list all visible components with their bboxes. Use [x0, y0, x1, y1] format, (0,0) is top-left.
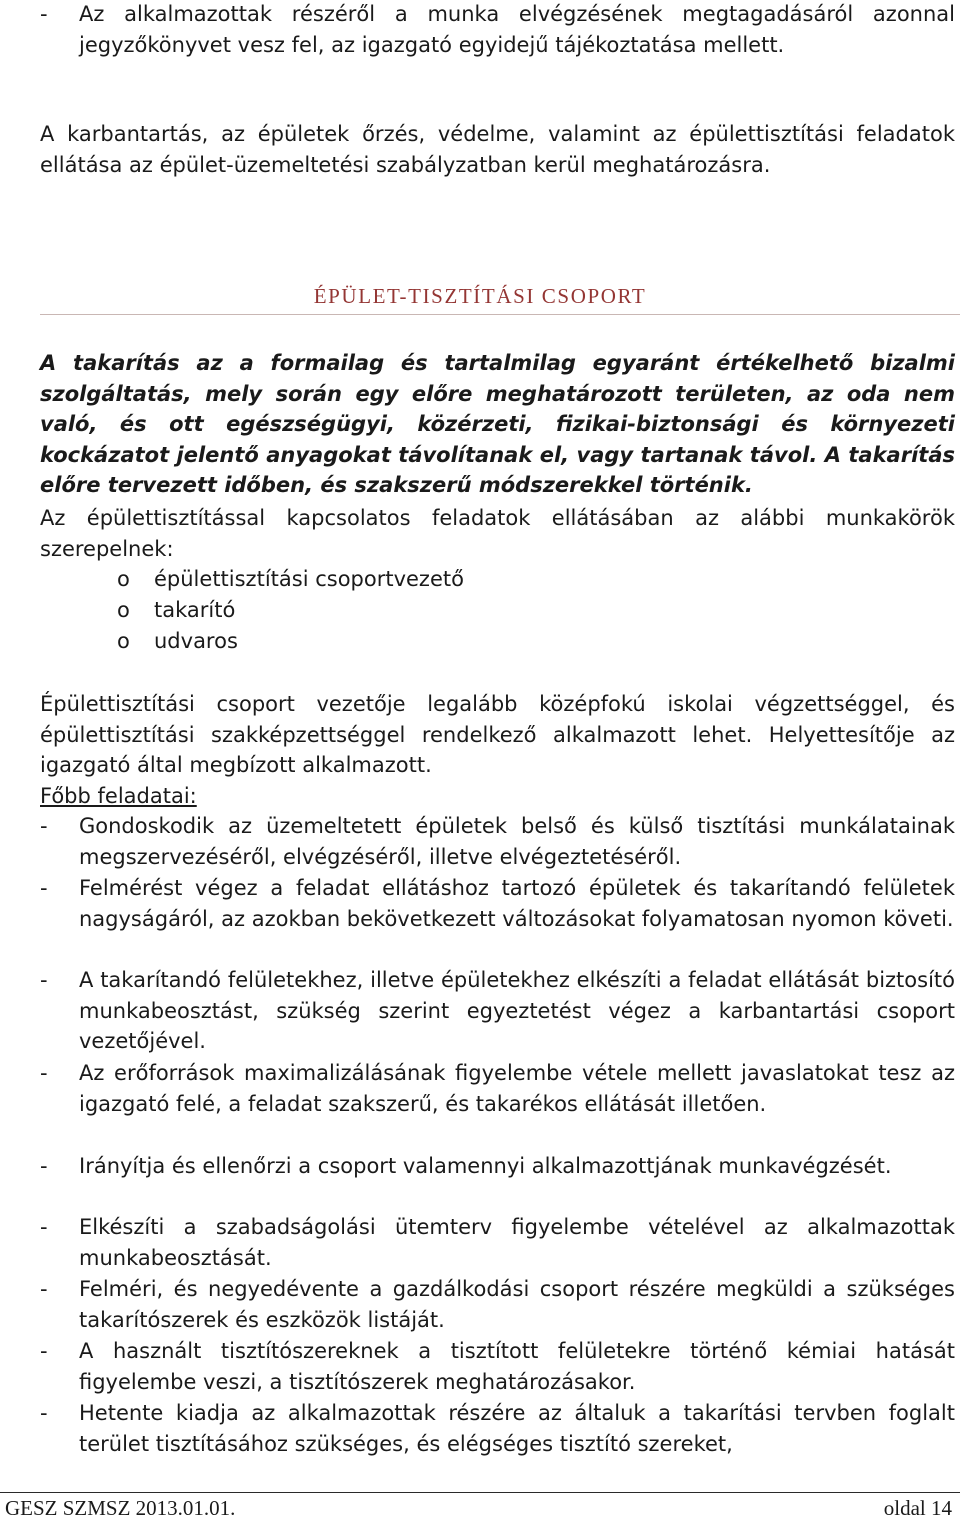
list-dash: -	[40, 1339, 48, 1363]
section-heading: ÉPÜLET-TISZTÍTÁSI CSOPORT	[313, 284, 647, 308]
task-item	[40, 1274, 955, 1335]
definition-paragraph: A takarítás az a formailag és tartalmilag egyaránt értékelhető bizalmi szolgáltatás, mely során egy előre meghatározott területen, az oda nem való, és ott egészségügyi, közérzeti, fizikai-biztonsági és környezeti kockázatot jelentő anyagokat távolítanak el, vagy tartanak távol. A takarítás előre tervezett időben, és szakszerű módszerekkel történik.	[40, 351, 955, 498]
list-dash: -	[40, 2, 48, 26]
task-item	[40, 1336, 955, 1397]
maintenance-paragraph: A karbantartás, az épületek őrzés, védelme, valamint az épülettisztítási feladatok ellátása az épület-üzemeltetési szabályzatban kerül meghatározásra.	[40, 122, 955, 177]
tasks-heading	[40, 781, 955, 812]
list-dash: -	[40, 1061, 48, 1085]
task-text: Elkészíti a szabadságolási ütemterv figyelembe vételével az alkalmazottak munkabeosztását.	[79, 1215, 955, 1270]
task-text: Az erőforrások maximalizálásának figyelembe vétele mellett javaslatokat tesz az igazgató felé, a feladat szakszerű, és takarékos ellátását illetően.	[79, 1061, 955, 1116]
list-dash: -	[40, 1154, 48, 1178]
bullet-marker: o	[117, 629, 130, 653]
task-item	[40, 1151, 955, 1182]
bullet-marker: o	[117, 567, 130, 591]
task-text: Hetente kiadja az alkalmazottak részére az általuk a takarítási tervben foglalt terület tisztításához szükséges, és elégséges tisztító szereket,	[79, 1401, 955, 1456]
task-text: Felméri, és negyedévente a gazdálkodási csoport részére megküldi a szükséges takarítószerek és eszközök listáját.	[79, 1277, 955, 1332]
role-label: udvaros	[154, 629, 238, 653]
list-item-text: Az alkalmazottak részéről a munka elvégzésének megtagadásáról azonnal jegyzőkönyvet vesz fel, az igazgató egyidejű tájékoztatása mellett.	[79, 2, 955, 57]
task-text: A használt tisztítószereknek a tisztított felületekre történő kémiai hatását figyelembe veszi, a tisztítószerek meghatározásakor.	[79, 1339, 955, 1394]
task-item	[40, 1058, 955, 1119]
document-id: GESZ SZMSZ 2013.01.01.	[5, 1496, 236, 1520]
role-item	[117, 595, 235, 626]
roles-intro: Az épülettisztítással kapcsolatos feladatok ellátásában az alábbi munkakörök szerepelnek:	[40, 506, 955, 561]
list-dash: -	[40, 876, 48, 900]
task-item	[40, 1398, 955, 1459]
task-text: Gondoskodik az üzemeltetett épületek belső és külső tisztítási munkálatainak megszervezéséről, elvégzéséről, illetve elvégeztetéséről.	[79, 814, 955, 869]
task-item	[40, 873, 955, 934]
task-item	[40, 811, 955, 872]
heading-divider	[40, 314, 960, 315]
list-item	[40, 0, 955, 60]
qualification-paragraph: Épülettisztítási csoport vezetője legalább középfokú iskolai végzettséggel, és épülettisztítási szakképzettséggel rendelkező alkalmazott lehet. Helyettesítője az igazgató által megbízott alkalmazott.	[40, 692, 955, 778]
list-dash: -	[40, 814, 48, 838]
role-label: takarító	[154, 598, 236, 622]
task-text: Felmérést végez a feladat ellátáshoz tartozó épületek és takarítandó felületek nagyságáról, az azokban bekövetkezett változásokat folyamatosan nyomon követi.	[79, 876, 955, 931]
role-label: épülettisztítási csoportvezető	[154, 567, 464, 591]
list-dash: -	[40, 1401, 48, 1425]
task-item	[40, 1212, 955, 1273]
tasks-heading-label: Főbb feladatai:	[40, 784, 197, 808]
role-item	[117, 564, 464, 595]
list-dash: -	[40, 968, 48, 992]
page-footer	[0, 1492, 960, 1524]
task-text: Irányítja és ellenőrzi a csoport valamennyi alkalmazottjának munkavégzését.	[79, 1154, 892, 1178]
page-number: oldal 14	[883, 1496, 952, 1520]
list-dash: -	[40, 1277, 48, 1301]
role-item	[117, 626, 238, 657]
list-dash: -	[40, 1215, 48, 1239]
task-text: A takarítandó felületekhez, illetve épületekhez elkészíti a feladat ellátását biztosító munkabeosztást, szükség szerint egyeztetést végez a karbantartási csoport vezetőjével.	[79, 968, 955, 1054]
task-item	[40, 965, 955, 1057]
bullet-marker: o	[117, 598, 130, 622]
